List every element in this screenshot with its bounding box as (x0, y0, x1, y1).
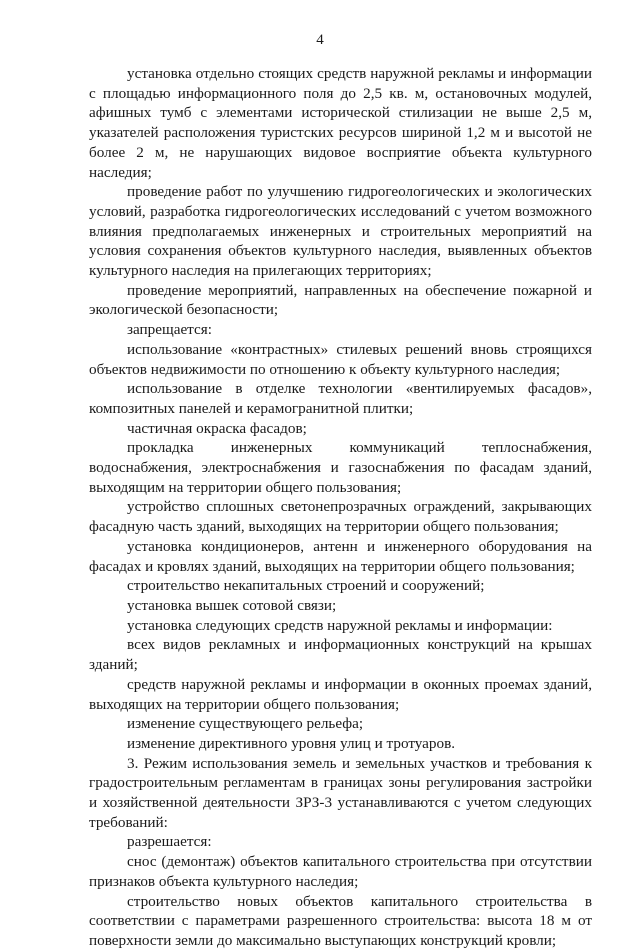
paragraph-8: прокладка инженерных коммуникаций теплоснабжения, водоснабжения, электроснабжения и газоснабжения по фасадам зданий, выходящим на территории общего пользования; (89, 439, 592, 496)
paragraph-12: установка вышек сотовой связи; (127, 596, 337, 614)
paragraph-4: запрещается: (127, 321, 212, 339)
paragraph-10: установка кондиционеров, антенн и инженерного оборудования на фасадах и кровлях зданий, выходящих на территории общего пользования; (89, 537, 592, 575)
page-number: 4 (316, 32, 324, 48)
paragraph-9: устройство сплошных светонепрозрачных ограждений, закрывающих фасадную часть зданий, выходящих на территории общего пользования; (89, 498, 592, 536)
paragraph-1: установка отдельно стоящих средств наружной рекламы и информации с площадью информационного поля до 2,5 кв. м, остановочных модулей, афишных тумб с элементами исторической стилизации не выше 2,5 м, указателей расположения туристских ресурсов шириной 1,2 м и высотой не более 2 м, не нарушающих видовое восприятие объекта культурного наследия; (89, 65, 592, 181)
paragraph-19: разрешается: (127, 833, 212, 851)
paragraph-7: частичная окраска фасадов; (127, 419, 307, 437)
paragraph-21: строительство новых объектов капитального строительства в соответствии с параметрами разрешенного строительства: высота 18 м от поверхности земли до максимально выступающих конструкций кровли; (89, 892, 592, 949)
paragraph-20: снос (демонтаж) объектов капитального строительства при отсутствии признаков объекта культурного наследия; (89, 853, 592, 890)
paragraph-16: изменение существующего рельефа; (127, 715, 364, 733)
paragraph-13: установка следующих средств наружной рекламы и информации: (127, 616, 553, 634)
paragraph-5: использование «контрастных» стилевых решений вновь строящихся объектов недвижимости по отношению к объекту культурного наследия; (89, 340, 592, 378)
paragraph-17: изменение директивного уровня улиц и тротуаров. (127, 734, 456, 752)
paragraph-2: проведение работ по улучшению гидрогеологических и экологических условий, разработка гидрогеологических исследований с учетом возможного влияния предполагаемых инженерных и строительных мероприятий на условия сохранения объектов культурного наследия, выявленных объектов культурного наследия на прилегающих территориях; (89, 183, 592, 280)
document-body (89, 64, 592, 951)
paragraph-18: 3. Режим использования земель и земельных участков и требования к градостроительным регламентам в границах зоны регулирования застройки и хозяйственной деятельности ЗРЗ-3 устанавливаются с учетом следующих требований: (89, 754, 592, 831)
paragraph-6: использование в отделке технологии «вентилируемых фасадов», композитных панелей и керамогранитной плитки; (89, 380, 592, 417)
paragraph-3: проведение мероприятий, направленных на обеспечение пожарной и экологической безопасности; (89, 281, 592, 319)
paragraph-15: средств наружной рекламы и информации в оконных проемах зданий, выходящих на территории общего пользования; (89, 675, 592, 713)
paragraph-14: всех видов рекламных и информационных конструкций на крышах зданий; (89, 636, 592, 674)
paragraph-11: строительство некапитальных строений и сооружений; (127, 577, 485, 595)
